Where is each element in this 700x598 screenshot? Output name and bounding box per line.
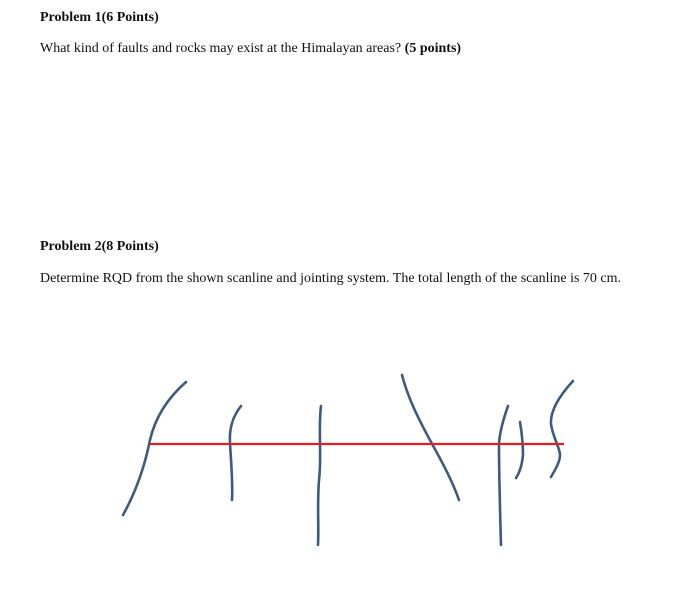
joint-set — [123, 375, 573, 545]
joint-1 — [123, 382, 186, 515]
problem-1-points: (5 points) — [404, 41, 462, 56]
problem-2-question: Determine RQD from the shown scanline and jointing system. The total length of the scanline is 70 cm. — [40, 271, 622, 286]
joint-7 — [551, 381, 573, 477]
joint-5 — [499, 406, 508, 545]
problem-1-heading: Problem 1(6 Points) — [40, 10, 159, 25]
joint-4 — [402, 375, 459, 500]
problem-2-heading: Problem 2(8 Points) — [40, 239, 159, 254]
joint-3 — [318, 406, 321, 545]
problem-1-question-text: What kind of faults and rocks may exist at the Himalayan areas? — [40, 41, 402, 56]
joint-6 — [516, 422, 523, 478]
joint-2 — [230, 406, 241, 500]
